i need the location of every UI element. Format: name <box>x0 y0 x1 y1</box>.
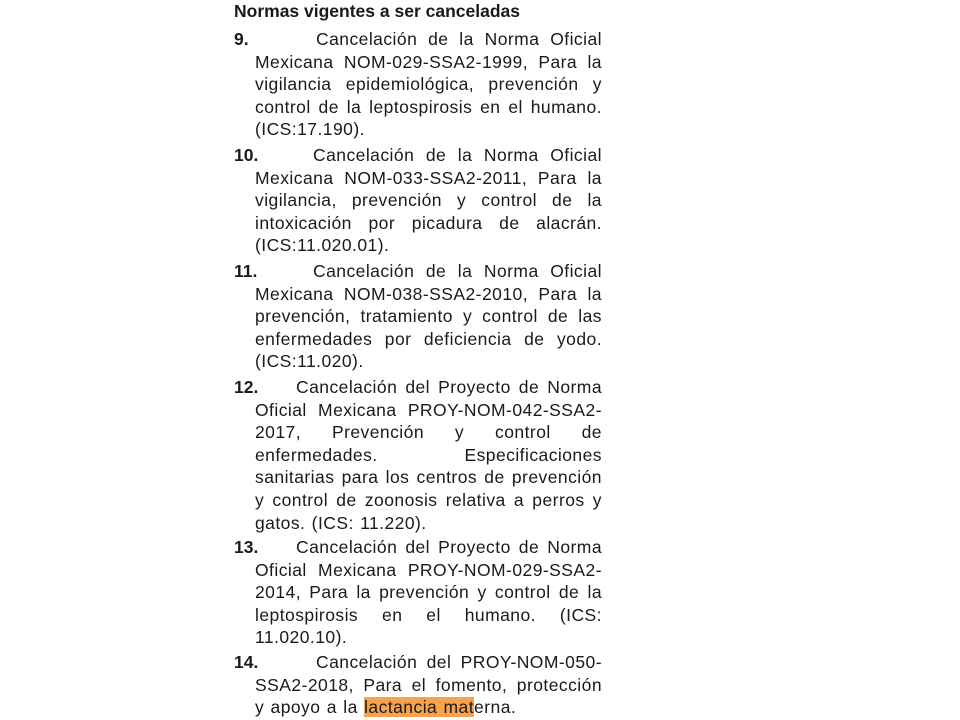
item-text: Cancelación de la Norma Oficial Mexicana NOM-029-SSA2-1999, Para la vigilancia epidemiológica, prevención y control de la leptospirosis en el humano. (ICS:17.190). <box>255 29 602 140</box>
item-text-after: erna. <box>474 697 517 718</box>
item-text: Cancelación de la Norma Oficial Mexicana NOM-038-SSA2-2010, Para la prevención, tratamiento y control de las enfermedades por deficiencia de yodo. (ICS:11.020). <box>255 261 602 372</box>
item-text <box>255 651 602 719</box>
list-item <box>234 376 602 534</box>
item-text-before: Cancelación del PROY-NOM-050-SSA2-2018, Para el fomento, protección y apoyo a la <box>255 652 602 718</box>
item-text: Cancelación del Proyecto de Norma Oficial Mexicana PROY-NOM-042-SSA2-2017, Prevención y control de enfermedades. Especificaciones sanitarias para los centros de prevención y control de zoonosis relativa a perros y gatos. (ICS: 11.220). <box>255 377 602 533</box>
list-item <box>234 28 602 141</box>
list-item <box>234 260 602 373</box>
search-highlight: lactancia mat <box>364 697 475 718</box>
item-number: 9. <box>234 29 249 49</box>
item-number: 10. <box>234 145 259 165</box>
list-item <box>234 651 602 719</box>
item-text: Cancelación de la Norma Oficial Mexicana NOM-033-SSA2-2011, Para la vigilancia, prevención y control de la intoxicación por picadura de alacrán. (ICS:11.020.01). <box>255 145 602 256</box>
item-text: Cancelación del Proyecto de Norma Oficial Mexicana PROY-NOM-029-SSA2-2014, Para la prevención y control de la leptospirosis en el humano. (ICS: 11.020.10). <box>255 537 602 648</box>
list-item <box>234 536 602 649</box>
item-number: 14. <box>234 652 259 672</box>
item-number: 13. <box>234 537 259 557</box>
item-number: 11. <box>234 261 258 281</box>
item-number: 12. <box>234 377 259 397</box>
list-item <box>234 144 602 257</box>
section-heading: Normas vigentes a ser canceladas <box>234 1 520 21</box>
